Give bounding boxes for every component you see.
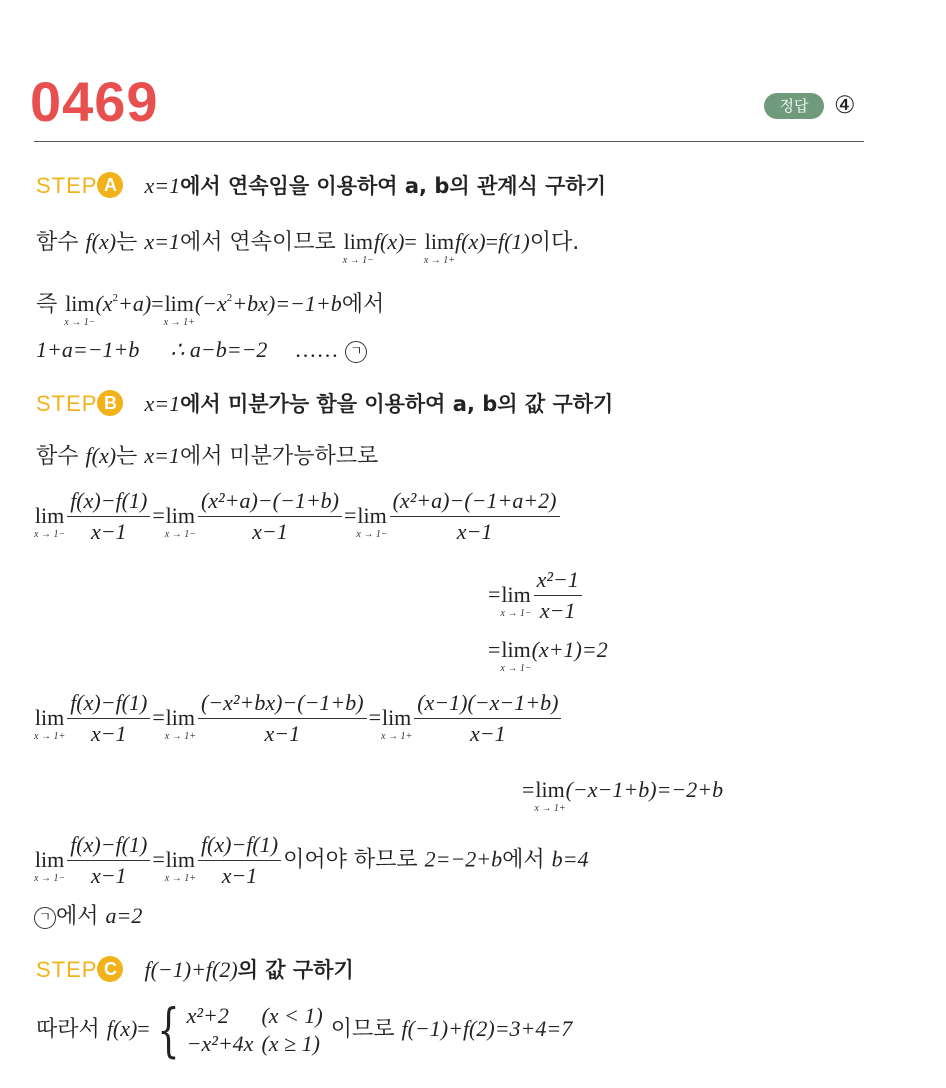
limit-right: lim x → 1+ (163, 291, 195, 328)
piecewise-function: { x²+2 (x < 1) −x²+4x (x ≥ 1) (157, 996, 323, 1064)
math-line2-rhs: =−1+b (275, 291, 342, 316)
right-derivative-row-2: = lim x → 1+ (−x−1+b)=−2+b (522, 777, 724, 814)
step-a-heading (36, 170, 606, 203)
step-label: STEP (36, 957, 98, 982)
step-label: STEP (36, 173, 98, 198)
step-b-line-1: 함수 f(x)는 x=1에서 미분가능하므로 (36, 443, 379, 469)
eq: = (404, 229, 417, 254)
step-c-badge: C (97, 956, 123, 982)
text-so: 이므로 (330, 1017, 395, 1042)
header-divider (34, 141, 864, 142)
step-a-line-2: 즉 lim x → 1− $(x^2+a)=$ lim x → 1+ $(-x^2+bx)=-1+b$에서 (36, 291, 385, 328)
math-f1: f(1) (497, 229, 530, 254)
condition-row: lim x → 1− $\frac{f(x)-f(1)}{x-1}$ = lim x → 1+ $\frac{f(x)-f(1)}{x-1}$ 이어야 하므로 2=−2+b에서 b=4 (34, 832, 589, 888)
step-a-math: x=1 (144, 173, 181, 198)
step-b-heading (36, 388, 613, 421)
step-c-heading (36, 954, 354, 987)
step-b-title: 에서 미분가능 함을 이용하여 a, b의 값 구하기 (180, 392, 614, 416)
problem-number: 0469 (30, 70, 159, 133)
answer-badge: 정답 (764, 93, 824, 119)
limit-right: lim x → 1+ (423, 229, 456, 266)
text-differentiable: 에서 미분가능하므로 (179, 444, 379, 469)
step-b-badge: B (97, 390, 123, 416)
result-a-row: ㄱ 에서 a=2 (34, 900, 142, 933)
math-fx: f(x) (85, 229, 117, 254)
math-line3-b: ∴ a−b=−2 (170, 337, 268, 362)
circle-mark-giyeok: ㄱ (345, 341, 367, 363)
answer-value: ④ (834, 91, 856, 119)
step-c-title: 의 값 구하기 (237, 958, 354, 982)
step-a-line-3 (36, 334, 367, 367)
text-jeuk: 즉 (36, 292, 58, 317)
step-c-math: f(−1)+f(2) (144, 957, 238, 982)
left-derivative-row-3: = lim x → 1− (x+1)=2 (488, 637, 608, 674)
text-must: 이어야 하므로 (283, 847, 418, 873)
math-line3-a: 1+a=−1+b (36, 337, 140, 362)
ellipsis: …… (294, 337, 339, 362)
left-derivative-row-1: lim x → 1− $\frac{f(x)-f(1)}{x-1}$ = lim x → 1− $\frac{\text{(x²+a)−(−1+b)}}{x-1}$ = lim x → 1− $\frac{\text{(x²+a)−(−1+a+2)}}{x-1}$ (34, 486, 562, 547)
left-derivative-row-2: = lim x → 1− $\frac{\text{x²−1}}{x-1}$ (488, 565, 584, 626)
limit-left: lim x → 1− (64, 291, 96, 328)
text-eseo: 에서 (341, 292, 385, 317)
step-a-title: 에서 연속임을 이용하여 a, b의 관계식 구하기 (180, 174, 607, 198)
math-fx: f(x) (455, 229, 486, 254)
text-continuous: 에서 연속이므로 (179, 230, 336, 255)
step-a-line-1 (36, 226, 579, 266)
text-func: 함수 (36, 230, 79, 255)
text-therefore: 따라서 (36, 1017, 100, 1042)
text-neun: 는 (116, 230, 138, 255)
final-row: 따라서 f(x)= { x²+2 (x < 1) −x²+4x (x ≥ 1)이므로 f(−1)+f(2)=3+4=7 (36, 996, 573, 1064)
step-label: STEP (36, 391, 98, 416)
result-a: a=2 (105, 903, 143, 928)
eq: = (485, 229, 498, 254)
math-x-eq-1: x=1 (144, 229, 180, 254)
step-a-badge: A (97, 172, 123, 198)
math-fx: f(x) (373, 229, 405, 254)
step-b-math: x=1 (144, 391, 181, 416)
text-ida: 이다. (529, 230, 580, 255)
result-b: b=4 (551, 846, 589, 872)
right-derivative-row-1: lim x → 1+ $\frac{f(x)-f(1)}{x-1}$ = lim x → 1+ $\frac{\text{(−x²+bx)−(−1+b)}}{x-1}$ = lim x → 1+ $\frac{(x-1)(-x-1+b)}{x-1}$ (34, 688, 563, 749)
final-answer: f(−1)+f(2)=3+4=7 (401, 1016, 573, 1041)
limit-left: lim x → 1− (342, 229, 374, 266)
